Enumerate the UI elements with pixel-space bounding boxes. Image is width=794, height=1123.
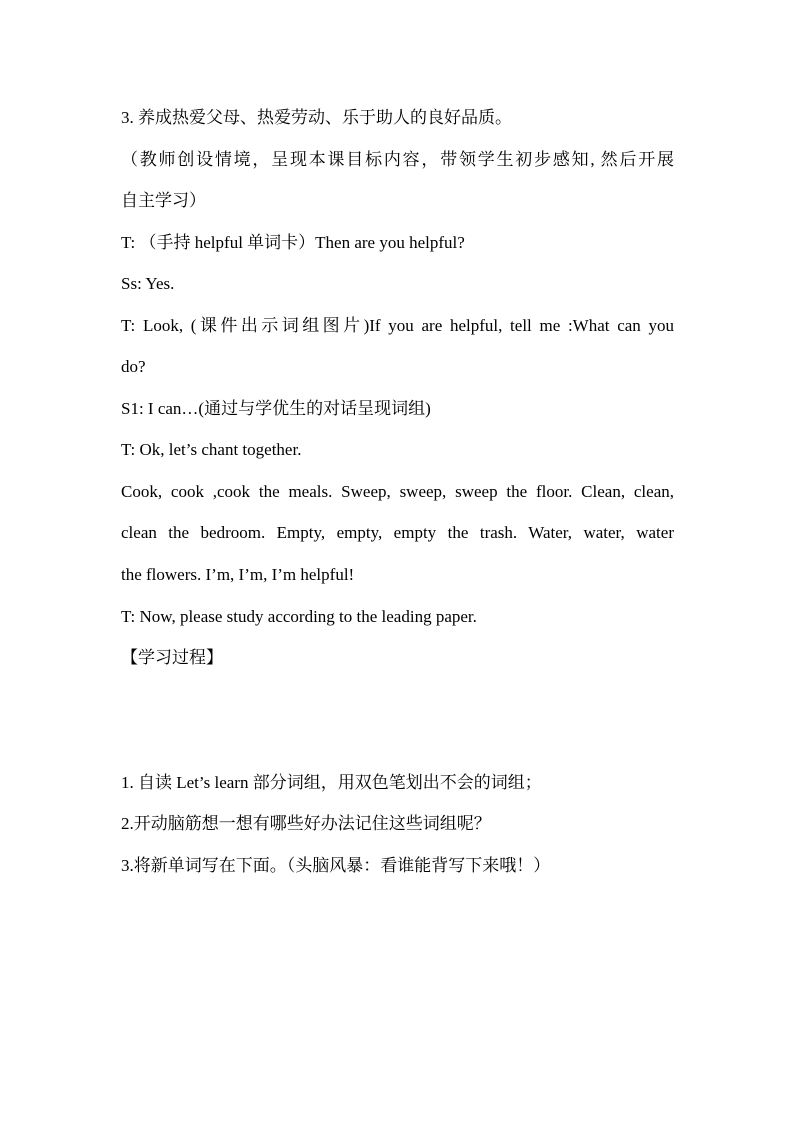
objective-3: 3. 养成热爱父母、热爱劳动、乐于助人的良好品质。 xyxy=(121,108,512,127)
dialogue-teacher-helpful: T: （手持 helpful 单词卡）Then are you helpful? xyxy=(121,233,465,252)
dialogue-students-yes: Ss: Yes. xyxy=(121,274,175,293)
chant-line-2: clean the bedroom. Empty, empty, empty the trash. Water, water, water xyxy=(121,523,674,542)
section-heading-learning-process: 【学习过程】 xyxy=(121,648,223,667)
teacher-note-line-1: （教师创设情境，呈现本课目标内容，带领学生初步感知, 然后开展 xyxy=(121,150,674,169)
dialogue-teacher-look-line-1: T: Look, (课件出示词组图片)If you are helpful, tell me :What can you xyxy=(121,316,674,335)
dialogue-student-can: S1: I can…(通过与学优生的对话呈现词组) xyxy=(121,399,431,418)
dialogue-teacher-chant: T: Ok, let’s chant together. xyxy=(121,440,302,459)
step-1: 1. 自读 Let’s learn 部分词组，用双色笔划出不会的词组； xyxy=(121,773,542,792)
teacher-note-line-2: 自主学习） xyxy=(121,191,206,210)
chant-line-1: Cook, cook ,cook the meals. Sweep, sweep, sweep the floor. Clean, clean, xyxy=(121,482,674,501)
step-2: 2.开动脑筋想一想有哪些好办法记住这些词组呢？ xyxy=(121,814,491,833)
step-3: 3.将新单词写在下面。（头脑风暴：看谁能背写下来哦！） xyxy=(121,856,551,875)
dialogue-teacher-look-line-2: do? xyxy=(121,357,146,376)
dialogue-teacher-study: T: Now, please study according to the leading paper. xyxy=(121,607,477,626)
chant-line-3: the flowers. I’m, I’m, I’m helpful! xyxy=(121,565,355,584)
